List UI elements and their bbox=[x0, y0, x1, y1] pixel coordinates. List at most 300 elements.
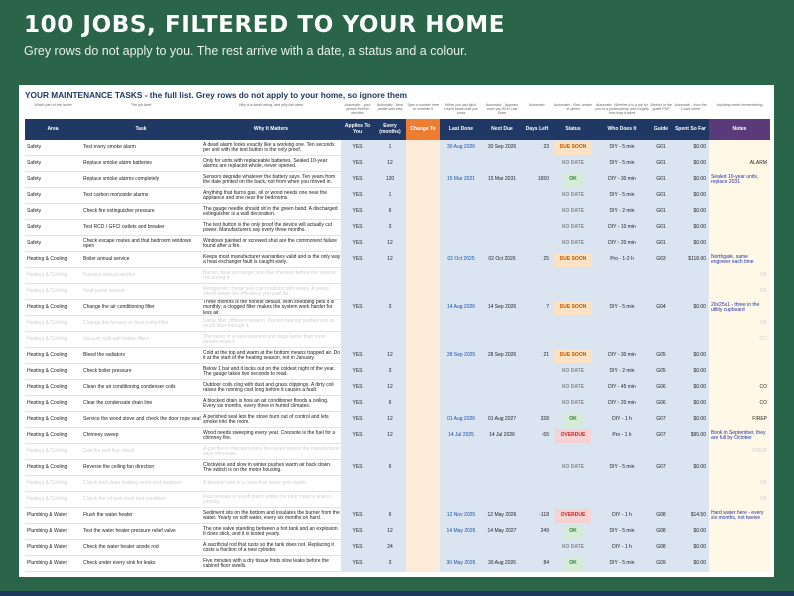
cell-next[interactable] bbox=[482, 156, 522, 172]
cell-guide[interactable] bbox=[650, 332, 672, 348]
cell-why[interactable]: Sensors degrade whatever the battery says. Ten years from the date printed on the back, not from when you moved in. bbox=[203, 173, 336, 185]
cell-last[interactable] bbox=[440, 396, 482, 412]
cell-area[interactable]: Heating & Cooling bbox=[27, 352, 68, 359]
cell-change[interactable] bbox=[406, 524, 440, 540]
cell-note[interactable] bbox=[709, 220, 770, 236]
cell-guide[interactable]: G01 bbox=[650, 204, 672, 220]
table-row[interactable] bbox=[25, 396, 770, 412]
cell-spent[interactable]: $0.00 bbox=[672, 204, 709, 220]
cell-every[interactable]: 3 bbox=[374, 300, 406, 316]
cell-last[interactable] bbox=[440, 188, 482, 204]
cell-status[interactable] bbox=[552, 412, 594, 428]
cell-who[interactable]: DIY - 10 min bbox=[594, 220, 650, 236]
cell-guide[interactable] bbox=[650, 444, 672, 460]
cell-task[interactable]: Heat pump service bbox=[83, 288, 125, 295]
cell-spent[interactable]: $0.00 bbox=[672, 220, 709, 236]
cell-who[interactable]: DIY - 30 min bbox=[594, 172, 650, 188]
table-row[interactable] bbox=[25, 412, 770, 428]
cell-area[interactable]: Safety bbox=[27, 144, 42, 151]
cell-area[interactable]: Safety bbox=[27, 208, 42, 215]
cell-why[interactable]: Below 1 bar and it locks out on the coldest night of the year. The gauge takes two seconds to read. bbox=[203, 365, 336, 377]
cell-guide[interactable]: G01 bbox=[650, 220, 672, 236]
cell-task[interactable]: Flush the water heater bbox=[83, 512, 133, 519]
cell-applies[interactable]: YES bbox=[341, 220, 374, 236]
column-header[interactable]: Why It Matters bbox=[201, 119, 341, 140]
cell-note[interactable] bbox=[709, 556, 770, 572]
cell-guide[interactable] bbox=[650, 284, 672, 300]
cell-applies[interactable] bbox=[341, 476, 374, 492]
cell-guide[interactable]: G01 bbox=[650, 188, 672, 204]
cell-change[interactable] bbox=[406, 220, 440, 236]
cell-spent[interactable] bbox=[672, 284, 709, 300]
cell-task[interactable]: Reverse the ceiling fan direction bbox=[83, 464, 155, 471]
table-row[interactable] bbox=[25, 476, 770, 492]
table-row[interactable] bbox=[25, 492, 770, 508]
cell-note[interactable]: HE bbox=[709, 492, 770, 508]
cell-task[interactable]: Chimney sweep bbox=[83, 432, 119, 439]
cell-task[interactable]: Gas fire and flue check bbox=[83, 448, 135, 455]
cell-status[interactable] bbox=[552, 204, 594, 220]
cell-every[interactable] bbox=[374, 332, 406, 348]
cell-next[interactable]: 14 May 2027 bbox=[482, 524, 522, 540]
cell-area[interactable]: Safety bbox=[27, 240, 42, 247]
table-row[interactable] bbox=[25, 156, 770, 172]
cell-every[interactable]: 1 bbox=[374, 188, 406, 204]
cell-status[interactable] bbox=[552, 460, 594, 476]
cell-why[interactable]: Rust streaks or a soft patch under the tank mean a leak is coming. bbox=[203, 493, 331, 505]
cell-note[interactable]: Book in September, they are full by October bbox=[709, 428, 770, 444]
cell-status[interactable] bbox=[552, 140, 594, 156]
cell-guide[interactable]: G04 bbox=[650, 300, 672, 316]
cell-why[interactable]: The gauge needle should sit in the green band. A discharged extinguisher is a wall decoration. bbox=[203, 205, 338, 217]
cell-change[interactable] bbox=[406, 252, 440, 268]
cell-change[interactable] bbox=[406, 380, 440, 396]
cell-applies[interactable]: YES bbox=[341, 380, 374, 396]
cell-last[interactable] bbox=[440, 220, 482, 236]
cell-status[interactable] bbox=[552, 556, 594, 572]
cell-change[interactable] bbox=[406, 332, 440, 348]
cell-next[interactable]: 14 Jul 2026 bbox=[482, 428, 522, 444]
cell-who[interactable]: Pro - 1-2 h bbox=[594, 252, 650, 268]
cell-note[interactable] bbox=[709, 364, 770, 380]
cell-task[interactable]: Clean the air conditioning condenser coils bbox=[83, 384, 176, 391]
cell-change[interactable] bbox=[406, 396, 440, 412]
cell-who[interactable]: DIY - 30 min bbox=[594, 348, 650, 364]
cell-every[interactable]: 12 bbox=[374, 156, 406, 172]
cell-every[interactable]: 120 bbox=[374, 172, 406, 188]
column-header[interactable]: Change To bbox=[406, 119, 440, 140]
cell-days[interactable]: 7 bbox=[522, 300, 552, 316]
table-row[interactable] bbox=[25, 188, 770, 204]
cell-spent[interactable]: $0.00 bbox=[672, 236, 709, 252]
cell-guide[interactable]: G06 bbox=[650, 396, 672, 412]
column-header[interactable]: Task bbox=[81, 119, 201, 140]
cell-every[interactable]: 12 bbox=[374, 236, 406, 252]
cell-every[interactable] bbox=[374, 284, 406, 300]
cell-task[interactable]: Check escape routes and that bedroom windows open bbox=[83, 237, 192, 249]
column-header[interactable]: Notes bbox=[709, 119, 770, 140]
cell-spent[interactable] bbox=[672, 492, 709, 508]
cell-next[interactable] bbox=[482, 188, 522, 204]
cell-guide[interactable]: G01 bbox=[650, 156, 672, 172]
cell-applies[interactable]: YES bbox=[341, 188, 374, 204]
cell-last[interactable] bbox=[440, 284, 482, 300]
cell-who[interactable]: DIY - 2 min bbox=[594, 204, 650, 220]
cell-status[interactable] bbox=[552, 252, 594, 268]
cell-days[interactable] bbox=[522, 268, 552, 284]
cell-note[interactable] bbox=[709, 236, 770, 252]
cell-every[interactable] bbox=[374, 476, 406, 492]
cell-next[interactable] bbox=[482, 268, 522, 284]
cell-days[interactable] bbox=[522, 364, 552, 380]
cell-days[interactable]: 84 bbox=[522, 556, 552, 572]
cell-why[interactable]: Refrigerant charge and coil condition drift slowly. A yearly check keeps the efficiency you paid for. bbox=[203, 285, 330, 297]
cell-last[interactable] bbox=[440, 268, 482, 284]
cell-last[interactable]: 14 Jul 2025 bbox=[440, 428, 482, 444]
cell-area[interactable]: Heating & Cooling bbox=[27, 416, 68, 423]
cell-note[interactable]: FIREP bbox=[709, 444, 770, 460]
cell-area[interactable]: Heating & Cooling bbox=[27, 304, 68, 311]
cell-spent[interactable]: $0.00 bbox=[672, 380, 709, 396]
cell-last[interactable]: 30 May 2026 bbox=[440, 556, 482, 572]
cell-spent[interactable]: $0.00 bbox=[672, 540, 709, 556]
cell-who[interactable]: DIY - 5 min bbox=[594, 140, 650, 156]
cell-next[interactable] bbox=[482, 476, 522, 492]
cell-change[interactable] bbox=[406, 476, 440, 492]
cell-guide[interactable]: G08 bbox=[650, 508, 672, 524]
cell-change[interactable] bbox=[406, 492, 440, 508]
cell-next[interactable] bbox=[482, 236, 522, 252]
cell-spent[interactable] bbox=[672, 316, 709, 332]
cell-change[interactable] bbox=[406, 316, 440, 332]
table-row[interactable] bbox=[25, 556, 770, 572]
cell-days[interactable]: -118 bbox=[522, 508, 552, 524]
cell-days[interactable] bbox=[522, 156, 552, 172]
cell-last[interactable] bbox=[440, 476, 482, 492]
cell-every[interactable]: 1 bbox=[374, 140, 406, 156]
cell-area[interactable]: Safety bbox=[27, 192, 42, 199]
cell-who[interactable]: DIY - 45 min bbox=[594, 380, 650, 396]
cell-every[interactable]: 12 bbox=[374, 428, 406, 444]
cell-who[interactable] bbox=[594, 284, 650, 300]
cell-spent[interactable]: $0.00 bbox=[672, 188, 709, 204]
cell-task[interactable]: Replace smoke alarm batteries bbox=[83, 160, 152, 167]
cell-next[interactable] bbox=[482, 332, 522, 348]
cell-task[interactable]: Boiler annual service bbox=[83, 256, 130, 263]
cell-every[interactable] bbox=[374, 444, 406, 460]
cell-applies[interactable] bbox=[341, 492, 374, 508]
cell-area[interactable]: Heating & Cooling bbox=[27, 432, 68, 439]
cell-days[interactable] bbox=[522, 332, 552, 348]
cell-note[interactable]: 20x25x1 - three in the utility cupboard bbox=[709, 300, 770, 316]
cell-status[interactable] bbox=[552, 332, 594, 348]
cell-every[interactable]: 6 bbox=[374, 460, 406, 476]
cell-area[interactable]: Heating & Cooling bbox=[27, 480, 68, 487]
cell-who[interactable]: DIY - 5 min bbox=[594, 188, 650, 204]
cell-area[interactable]: Safety bbox=[27, 224, 42, 231]
cell-days[interactable]: 25 bbox=[522, 252, 552, 268]
cell-applies[interactable]: YES bbox=[341, 204, 374, 220]
cell-task[interactable]: Test the water heater pressure relief valve bbox=[83, 528, 176, 535]
cell-last[interactable] bbox=[440, 316, 482, 332]
table-row[interactable] bbox=[25, 444, 770, 460]
cell-status[interactable] bbox=[552, 364, 594, 380]
cell-applies[interactable] bbox=[341, 444, 374, 460]
cell-area[interactable]: Safety bbox=[27, 176, 42, 183]
cell-every[interactable] bbox=[374, 492, 406, 508]
table-row[interactable] bbox=[25, 540, 770, 556]
cell-spent[interactable]: $0.00 bbox=[672, 412, 709, 428]
cell-applies[interactable]: YES bbox=[341, 460, 374, 476]
cell-next[interactable]: 01 Aug 2027 bbox=[482, 412, 522, 428]
cell-every[interactable]: 6 bbox=[374, 204, 406, 220]
cell-applies[interactable] bbox=[341, 332, 374, 348]
cell-next[interactable]: 02 Oct 2026 bbox=[482, 252, 522, 268]
cell-every[interactable]: 3 bbox=[374, 364, 406, 380]
cell-applies[interactable]: YES bbox=[341, 524, 374, 540]
cell-spent[interactable]: $0.00 bbox=[672, 156, 709, 172]
cell-status[interactable] bbox=[552, 172, 594, 188]
cell-status[interactable] bbox=[552, 284, 594, 300]
cell-last[interactable] bbox=[440, 380, 482, 396]
cell-area[interactable]: Plumbing & Water bbox=[27, 528, 68, 535]
column-header[interactable]: Who Does It bbox=[594, 119, 650, 140]
cell-spent[interactable] bbox=[672, 332, 709, 348]
cell-why[interactable]: A blocked vent is a room that never gets warm. bbox=[203, 480, 307, 487]
cell-days[interactable] bbox=[522, 188, 552, 204]
cell-status[interactable] bbox=[552, 476, 594, 492]
cell-task[interactable]: Check fire extinguisher pressure bbox=[83, 208, 155, 215]
cell-spent[interactable]: $0.00 bbox=[672, 396, 709, 412]
cell-task[interactable]: Check the oil tank level and condition bbox=[83, 496, 166, 503]
cell-guide[interactable]: G01 bbox=[650, 236, 672, 252]
column-header[interactable]: Applies To You bbox=[341, 119, 374, 140]
column-header[interactable]: Status bbox=[552, 119, 594, 140]
cell-days[interactable]: 328 bbox=[522, 412, 552, 428]
cell-days[interactable] bbox=[522, 492, 552, 508]
cell-why[interactable]: A sacrificial rod that rusts so the tank does not. Replacing it costs a fraction of a new cylinder. bbox=[203, 541, 334, 553]
cell-last[interactable] bbox=[440, 236, 482, 252]
cell-who[interactable]: DIY - 5 min bbox=[594, 156, 650, 172]
cell-last[interactable] bbox=[440, 492, 482, 508]
cell-who[interactable] bbox=[594, 268, 650, 284]
column-header[interactable]: Days Left bbox=[522, 119, 552, 140]
cell-next[interactable] bbox=[482, 220, 522, 236]
table-row[interactable] bbox=[25, 252, 770, 268]
cell-change[interactable] bbox=[406, 204, 440, 220]
cell-task[interactable]: Clear the condensate drain line bbox=[83, 400, 153, 407]
cell-last[interactable]: 28 Sep 2025 bbox=[440, 348, 482, 364]
cell-status[interactable] bbox=[552, 316, 594, 332]
column-header[interactable]: Spent So Far bbox=[672, 119, 709, 140]
cell-area[interactable]: Heating & Cooling bbox=[27, 368, 68, 375]
cell-every[interactable]: 12 bbox=[374, 348, 406, 364]
cell-why[interactable]: A blocked drain is how an air conditioner floods a ceiling. Every six months, every three in humid climates. bbox=[203, 397, 329, 409]
cell-next[interactable] bbox=[482, 492, 522, 508]
cell-change[interactable] bbox=[406, 412, 440, 428]
cell-task[interactable]: Change the furnace or heat pump filter bbox=[83, 320, 169, 327]
cell-status[interactable] bbox=[552, 444, 594, 460]
cell-change[interactable] bbox=[406, 300, 440, 316]
cell-spent[interactable]: $0.00 bbox=[672, 524, 709, 540]
column-header[interactable]: Every (months) bbox=[374, 119, 406, 140]
cell-who[interactable]: DIY - 20 min bbox=[594, 396, 650, 412]
cell-note[interactable] bbox=[709, 348, 770, 364]
cell-spent[interactable]: $14.50 bbox=[672, 508, 709, 524]
cell-last[interactable] bbox=[440, 156, 482, 172]
cell-note[interactable]: CO bbox=[709, 332, 770, 348]
cell-applies[interactable]: YES bbox=[341, 556, 374, 572]
cell-next[interactable] bbox=[482, 316, 522, 332]
cell-who[interactable]: Pro - 1 h bbox=[594, 428, 650, 444]
cell-who[interactable] bbox=[594, 332, 650, 348]
cell-next[interactable] bbox=[482, 380, 522, 396]
cell-applies[interactable]: YES bbox=[341, 412, 374, 428]
cell-spent[interactable]: $0.00 bbox=[672, 172, 709, 188]
cell-next[interactable]: 14 Sep 2026 bbox=[482, 300, 522, 316]
cell-applies[interactable]: YES bbox=[341, 300, 374, 316]
cell-area[interactable]: Heating & Cooling bbox=[27, 320, 68, 327]
cell-days[interactable] bbox=[522, 316, 552, 332]
cell-applies[interactable]: YES bbox=[341, 364, 374, 380]
cell-guide[interactable]: G07 bbox=[650, 460, 672, 476]
cell-area[interactable]: Heating & Cooling bbox=[27, 400, 68, 407]
cell-spent[interactable]: $95.00 bbox=[672, 428, 709, 444]
cell-why[interactable]: Anything that burns gas, oil or wood needs one near the appliance and one near the bedrooms. bbox=[203, 189, 327, 201]
cell-status[interactable] bbox=[552, 268, 594, 284]
cell-guide[interactable]: G05 bbox=[650, 348, 672, 364]
cell-status[interactable] bbox=[552, 508, 594, 524]
cell-note[interactable] bbox=[709, 140, 770, 156]
cell-status[interactable] bbox=[552, 428, 594, 444]
cell-who[interactable] bbox=[594, 492, 650, 508]
cell-applies[interactable]: YES bbox=[341, 348, 374, 364]
cell-why[interactable]: Same filter, different season. Ducted heating pushes just as much dust through it. bbox=[203, 317, 335, 329]
cell-who[interactable]: DIY - 2 min bbox=[594, 364, 650, 380]
cell-why[interactable]: Sediment sits on the bottom and insulates the burner from the water. Yearly on soft water, every six months on hard. bbox=[203, 509, 340, 521]
cell-why[interactable]: The one valve standing between a hot tank and an explosion. It does stick, and it is tested yearly. bbox=[203, 525, 339, 537]
cell-status[interactable] bbox=[552, 188, 594, 204]
cell-applies[interactable]: YES bbox=[341, 508, 374, 524]
cell-change[interactable] bbox=[406, 156, 440, 172]
cell-days[interactable] bbox=[522, 284, 552, 300]
cell-guide[interactable]: G08 bbox=[650, 540, 672, 556]
cell-applies[interactable]: YES bbox=[341, 140, 374, 156]
cell-spent[interactable]: $0.00 bbox=[672, 140, 709, 156]
column-header[interactable]: Area bbox=[25, 119, 81, 140]
cell-task[interactable]: Test carbon monoxide alarms bbox=[83, 192, 149, 199]
cell-applies[interactable]: YES bbox=[341, 396, 374, 412]
cell-guide[interactable]: G07 bbox=[650, 428, 672, 444]
cell-why[interactable]: Three months is the honest default. With shedding pets it is monthly; a clogged filter makes the system work harder for less air. bbox=[203, 300, 335, 316]
cell-guide[interactable]: G07 bbox=[650, 412, 672, 428]
cell-why[interactable]: Clockwise and slow in winter pushes warm air back down. The switch is on the motor housing. bbox=[203, 461, 332, 473]
cell-why[interactable]: The test button is the only proof the device will actually cut power. Manufacturers say every three months. bbox=[203, 221, 332, 233]
cell-next[interactable] bbox=[482, 284, 522, 300]
cell-days[interactable] bbox=[522, 476, 552, 492]
cell-applies[interactable] bbox=[341, 316, 374, 332]
cell-every[interactable]: 3 bbox=[374, 220, 406, 236]
cell-next[interactable]: 30 Aug 2026 bbox=[482, 556, 522, 572]
cell-every[interactable]: 6 bbox=[374, 396, 406, 412]
cell-every[interactable]: 6 bbox=[374, 508, 406, 524]
cell-who[interactable] bbox=[594, 476, 650, 492]
cell-status[interactable] bbox=[552, 380, 594, 396]
cell-guide[interactable]: G08 bbox=[650, 524, 672, 540]
cell-change[interactable] bbox=[406, 364, 440, 380]
cell-days[interactable] bbox=[522, 396, 552, 412]
cell-last[interactable]: 14 May 2026 bbox=[440, 524, 482, 540]
cell-area[interactable]: Plumbing & Water bbox=[27, 560, 68, 567]
cell-guide[interactable]: G01 bbox=[650, 140, 672, 156]
cell-guide[interactable]: G09 bbox=[650, 556, 672, 572]
table-row[interactable] bbox=[25, 284, 770, 300]
cell-days[interactable] bbox=[522, 204, 552, 220]
cell-next[interactable] bbox=[482, 396, 522, 412]
cell-who[interactable] bbox=[594, 444, 650, 460]
cell-every[interactable]: 12 bbox=[374, 252, 406, 268]
cell-task[interactable]: Replace smoke alarms completely bbox=[83, 176, 160, 183]
cell-spent[interactable]: $0.00 bbox=[672, 460, 709, 476]
cell-guide[interactable] bbox=[650, 492, 672, 508]
table-row[interactable] bbox=[25, 428, 770, 444]
cell-task[interactable]: Service the wood stove and check the door rope seal bbox=[83, 416, 201, 423]
cell-note[interactable]: HE bbox=[709, 316, 770, 332]
cell-change[interactable] bbox=[406, 172, 440, 188]
column-header[interactable]: Last Done bbox=[440, 119, 482, 140]
table-row[interactable] bbox=[25, 524, 770, 540]
cell-every[interactable]: 12 bbox=[374, 380, 406, 396]
cell-change[interactable] bbox=[406, 556, 440, 572]
column-header[interactable]: Guide bbox=[650, 119, 672, 140]
cell-guide[interactable]: G06 bbox=[650, 380, 672, 396]
cell-last[interactable]: 30 Aug 2026 bbox=[440, 140, 482, 156]
table-row[interactable] bbox=[25, 316, 770, 332]
cell-note[interactable] bbox=[709, 524, 770, 540]
cell-last[interactable]: 14 Aug 2026 bbox=[440, 300, 482, 316]
cell-area[interactable]: Heating & Cooling bbox=[27, 256, 68, 263]
cell-next[interactable]: 30 Sep 2026 bbox=[482, 140, 522, 156]
cell-guide[interactable] bbox=[650, 268, 672, 284]
cell-area[interactable]: Heating & Cooling bbox=[27, 272, 68, 279]
cell-why[interactable]: Burner, heat exchanger and flue checked before the season, not during it. bbox=[203, 269, 337, 281]
cell-applies[interactable]: YES bbox=[341, 428, 374, 444]
cell-next[interactable] bbox=[482, 540, 522, 556]
table-row[interactable] bbox=[25, 348, 770, 364]
cell-spent[interactable]: $0.00 bbox=[672, 348, 709, 364]
cell-change[interactable] bbox=[406, 348, 440, 364]
cell-area[interactable]: Plumbing & Water bbox=[27, 544, 68, 551]
cell-task[interactable]: Check the water heater anode rod bbox=[83, 544, 159, 551]
cell-spent[interactable]: $0.00 bbox=[672, 556, 709, 572]
column-header[interactable]: Next Due bbox=[482, 119, 522, 140]
cell-why[interactable]: A gas fire is checked every two years unless the manufacturer says otherwise. bbox=[203, 445, 341, 457]
cell-why[interactable]: Wood needs sweeping every year. Creosote is the fuel for a chimney fire. bbox=[203, 429, 336, 441]
cell-why[interactable]: Cold at the top and warm at the bottom means trapped air. Do it at the start of the heating season, not in January. bbox=[203, 349, 341, 361]
cell-task[interactable]: Bleed the radiators bbox=[83, 352, 125, 359]
cell-status[interactable] bbox=[552, 396, 594, 412]
cell-next[interactable] bbox=[482, 460, 522, 476]
cell-last[interactable]: 02 Oct 2025 bbox=[440, 252, 482, 268]
cell-change[interactable] bbox=[406, 268, 440, 284]
cell-every[interactable] bbox=[374, 268, 406, 284]
cell-applies[interactable] bbox=[341, 284, 374, 300]
cell-who[interactable] bbox=[594, 316, 650, 332]
cell-next[interactable]: 15 Mar 2031 bbox=[482, 172, 522, 188]
cell-days[interactable]: 23 bbox=[522, 140, 552, 156]
cell-spent[interactable]: $118.00 bbox=[672, 252, 709, 268]
cell-next[interactable]: 28 Sep 2026 bbox=[482, 348, 522, 364]
